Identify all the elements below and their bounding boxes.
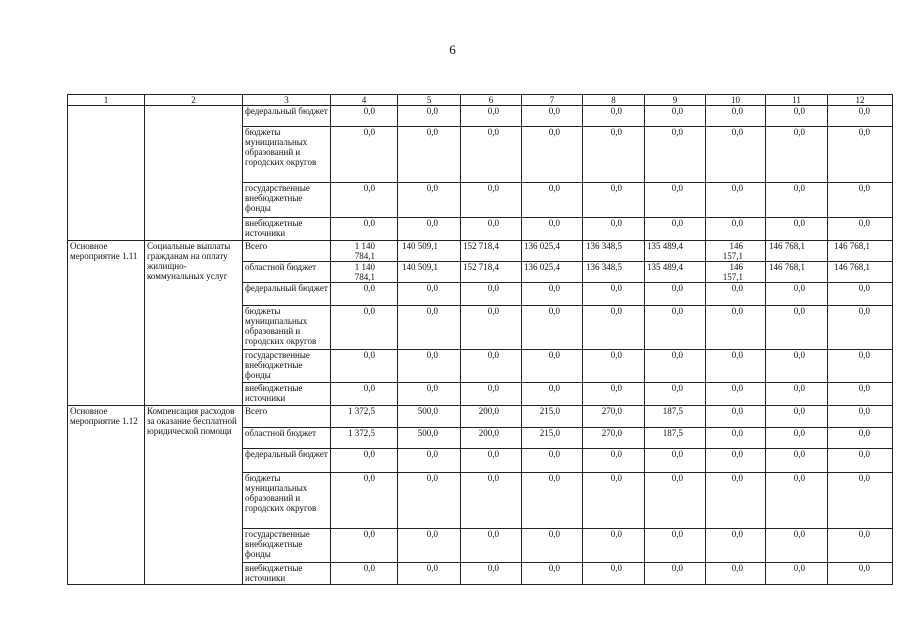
value-cell: 0,0 [766, 473, 828, 529]
value-cell: 0,0 [398, 218, 461, 241]
value-cell: 0,0 [706, 406, 766, 428]
value-cell: 0,0 [522, 449, 583, 473]
header-cell: 4 [331, 95, 398, 106]
value-cell: 1 372,5 [331, 428, 398, 449]
value-cell: 0,0 [583, 383, 645, 406]
value-cell: 0,0 [461, 563, 522, 585]
value-cell: 0,0 [645, 283, 706, 306]
activity-description-cell [145, 106, 243, 241]
value-cell: 0,0 [331, 529, 398, 563]
value-cell: 0,0 [522, 350, 583, 383]
value-cell: 0,0 [766, 428, 828, 449]
funding-source-cell: бюджеты муниципальных образований и городских округов [243, 127, 331, 183]
value-cell: 200,0 [461, 428, 522, 449]
header-cell: 8 [583, 95, 645, 106]
value-cell: 0,0 [645, 306, 706, 350]
value-cell: 0,0 [706, 106, 766, 127]
value-cell: 136 025,4 [522, 241, 583, 262]
value-cell: 0,0 [645, 183, 706, 218]
value-cell: 0,0 [645, 473, 706, 529]
value-cell: 0,0 [522, 183, 583, 218]
value-cell: 0,0 [706, 473, 766, 529]
value-cell: 146 157,1 [706, 262, 766, 283]
value-cell: 0,0 [331, 106, 398, 127]
value-cell: 0,0 [766, 350, 828, 383]
activity-description-cell: Социальные выплаты гражданам на оплату жилищно-коммунальных услуг [145, 241, 243, 406]
header-cell: 6 [461, 95, 522, 106]
page-number: 6 [449, 42, 456, 57]
value-cell: 0,0 [828, 218, 893, 241]
value-cell: 0,0 [461, 218, 522, 241]
header-cell: 3 [243, 95, 331, 106]
value-cell: 0,0 [331, 563, 398, 585]
value-cell: 0,0 [331, 183, 398, 218]
value-cell: 0,0 [583, 449, 645, 473]
value-cell: 0,0 [706, 563, 766, 585]
value-cell: 0,0 [766, 306, 828, 350]
value-cell: 0,0 [828, 529, 893, 563]
funding-source-cell: государственные внебюджетные фонды [243, 350, 331, 383]
value-cell: 500,0 [398, 428, 461, 449]
value-cell: 0,0 [522, 106, 583, 127]
value-cell: 146 768,1 [828, 241, 893, 262]
value-cell: 0,0 [645, 350, 706, 383]
value-cell: 0,0 [331, 383, 398, 406]
value-cell: 0,0 [522, 473, 583, 529]
value-cell: 0,0 [522, 283, 583, 306]
value-cell: 0,0 [583, 529, 645, 563]
value-cell: 0,0 [461, 383, 522, 406]
value-cell: 136 025,4 [522, 262, 583, 283]
value-cell: 0,0 [461, 283, 522, 306]
value-cell: 0,0 [461, 127, 522, 183]
value-cell: 0,0 [828, 283, 893, 306]
value-cell: 0,0 [461, 473, 522, 529]
value-cell: 0,0 [645, 563, 706, 585]
value-cell: 0,0 [331, 127, 398, 183]
value-cell: 0,0 [461, 183, 522, 218]
value-cell: 0,0 [645, 218, 706, 241]
funding-source-cell: Всего [243, 406, 331, 428]
value-cell: 0,0 [583, 127, 645, 183]
value-cell: 0,0 [766, 218, 828, 241]
value-cell: 0,0 [766, 406, 828, 428]
value-cell: 0,0 [645, 449, 706, 473]
value-cell: 0,0 [522, 306, 583, 350]
value-cell: 0,0 [706, 529, 766, 563]
header-cell: 5 [398, 95, 461, 106]
value-cell: 500,0 [398, 406, 461, 428]
value-cell: 136 348,5 [583, 262, 645, 283]
value-cell: 0,0 [766, 106, 828, 127]
funding-source-cell: федеральный бюджет [243, 106, 331, 127]
value-cell: 0,0 [828, 428, 893, 449]
value-cell: 0,0 [766, 183, 828, 218]
funding-source-cell: внебюджетные источники [243, 383, 331, 406]
header-row [68, 95, 893, 106]
value-cell: 0,0 [645, 529, 706, 563]
value-cell: 0,0 [522, 383, 583, 406]
activity-cell [68, 106, 145, 241]
value-cell: 0,0 [706, 283, 766, 306]
header-cell: 11 [766, 95, 828, 106]
value-cell: 0,0 [461, 529, 522, 563]
value-cell: 152 718,4 [461, 262, 522, 283]
value-cell: 0,0 [706, 449, 766, 473]
header-cell: 12 [828, 95, 893, 106]
value-cell: 0,0 [706, 183, 766, 218]
value-cell: 0,0 [706, 428, 766, 449]
header-cell: 10 [706, 95, 766, 106]
funding-source-cell: областной бюджет [243, 262, 331, 283]
value-cell: 0,0 [828, 127, 893, 183]
funding-source-cell: областной бюджет [243, 428, 331, 449]
value-cell: 0,0 [398, 563, 461, 585]
value-cell: 0,0 [706, 350, 766, 383]
value-cell: 136 348,5 [583, 241, 645, 262]
value-cell: 135 489,4 [645, 262, 706, 283]
funding-source-cell: Всего [243, 241, 331, 262]
value-cell: 0,0 [583, 183, 645, 218]
value-cell: 135 489,4 [645, 241, 706, 262]
value-cell: 1 140 784,1 [331, 262, 398, 283]
value-cell: 0,0 [766, 383, 828, 406]
value-cell: 0,0 [828, 449, 893, 473]
funding-source-cell: государственные внебюджетные фонды [243, 183, 331, 218]
funding-source-cell: бюджеты муниципальных образований и городских округов [243, 306, 331, 350]
value-cell: 0,0 [461, 106, 522, 127]
budget-table [67, 94, 893, 585]
value-cell: 0,0 [398, 106, 461, 127]
value-cell: 0,0 [766, 529, 828, 563]
value-cell: 1 140 784,1 [331, 241, 398, 262]
funding-source-cell: федеральный бюджет [243, 449, 331, 473]
value-cell: 187,5 [645, 406, 706, 428]
value-cell: 0,0 [583, 283, 645, 306]
value-cell: 0,0 [706, 127, 766, 183]
value-cell: 0,0 [398, 183, 461, 218]
value-cell: 140 509,1 [398, 241, 461, 262]
header-cell: 7 [522, 95, 583, 106]
value-cell: 0,0 [828, 406, 893, 428]
value-cell: 270,0 [583, 406, 645, 428]
header-cell: 1 [68, 95, 145, 106]
table-row [68, 406, 893, 428]
value-cell: 0,0 [398, 127, 461, 183]
value-cell: 146 768,1 [766, 262, 828, 283]
value-cell: 0,0 [583, 473, 645, 529]
value-cell: 0,0 [398, 283, 461, 306]
value-cell: 0,0 [828, 106, 893, 127]
value-cell: 0,0 [331, 306, 398, 350]
value-cell: 0,0 [583, 218, 645, 241]
funding-source-cell: федеральный бюджет [243, 283, 331, 306]
value-cell: 215,0 [522, 406, 583, 428]
value-cell: 0,0 [522, 218, 583, 241]
value-cell: 0,0 [583, 106, 645, 127]
value-cell: 140 509,1 [398, 262, 461, 283]
value-cell: 0,0 [398, 383, 461, 406]
value-cell: 0,0 [706, 306, 766, 350]
value-cell: 0,0 [522, 127, 583, 183]
value-cell: 270,0 [583, 428, 645, 449]
activity-cell: Основное мероприятие 1.12 [68, 406, 145, 585]
value-cell: 0,0 [706, 218, 766, 241]
table-row [68, 106, 893, 127]
value-cell: 0,0 [331, 473, 398, 529]
header-cell: 9 [645, 95, 706, 106]
value-cell: 0,0 [331, 449, 398, 473]
funding-source-cell: внебюджетные источники [243, 218, 331, 241]
value-cell: 0,0 [828, 306, 893, 350]
activity-description-cell: Компенсация расходов за оказание бесплатной юридической помощи [145, 406, 243, 585]
value-cell: 215,0 [522, 428, 583, 449]
value-cell: 0,0 [766, 127, 828, 183]
value-cell: 0,0 [828, 473, 893, 529]
value-cell: 0,0 [766, 563, 828, 585]
value-cell: 0,0 [461, 306, 522, 350]
funding-source-cell: государственные внебюджетные фонды [243, 529, 331, 563]
value-cell: 0,0 [645, 127, 706, 183]
value-cell: 0,0 [766, 283, 828, 306]
value-cell: 0,0 [645, 106, 706, 127]
value-cell: 0,0 [331, 218, 398, 241]
value-cell: 0,0 [522, 529, 583, 563]
value-cell: 0,0 [583, 306, 645, 350]
value-cell: 0,0 [331, 350, 398, 383]
value-cell: 0,0 [331, 283, 398, 306]
value-cell: 0,0 [645, 383, 706, 406]
value-cell: 1 372,5 [331, 406, 398, 428]
activity-cell: Основное мероприятие 1.11 [68, 241, 145, 406]
value-cell: 0,0 [828, 350, 893, 383]
value-cell: 146 768,1 [766, 241, 828, 262]
value-cell: 0,0 [461, 449, 522, 473]
value-cell: 0,0 [398, 306, 461, 350]
value-cell: 0,0 [398, 473, 461, 529]
value-cell: 0,0 [583, 350, 645, 383]
value-cell: 0,0 [706, 383, 766, 406]
value-cell: 0,0 [522, 563, 583, 585]
value-cell: 152 718,4 [461, 241, 522, 262]
funding-source-cell: внебюджетные источники [243, 563, 331, 585]
header-cell: 2 [145, 95, 243, 106]
value-cell: 0,0 [398, 449, 461, 473]
value-cell: 0,0 [461, 350, 522, 383]
value-cell: 0,0 [398, 350, 461, 383]
value-cell: 146 768,1 [828, 262, 893, 283]
table-row [68, 241, 893, 262]
funding-source-cell: бюджеты муниципальных образований и городских округов [243, 473, 331, 529]
value-cell: 187,5 [645, 428, 706, 449]
value-cell: 146 157,1 [706, 241, 766, 262]
value-cell: 0,0 [766, 449, 828, 473]
value-cell: 200,0 [461, 406, 522, 428]
value-cell: 0,0 [828, 383, 893, 406]
value-cell: 0,0 [828, 563, 893, 585]
value-cell: 0,0 [828, 183, 893, 218]
value-cell: 0,0 [583, 563, 645, 585]
value-cell: 0,0 [398, 529, 461, 563]
